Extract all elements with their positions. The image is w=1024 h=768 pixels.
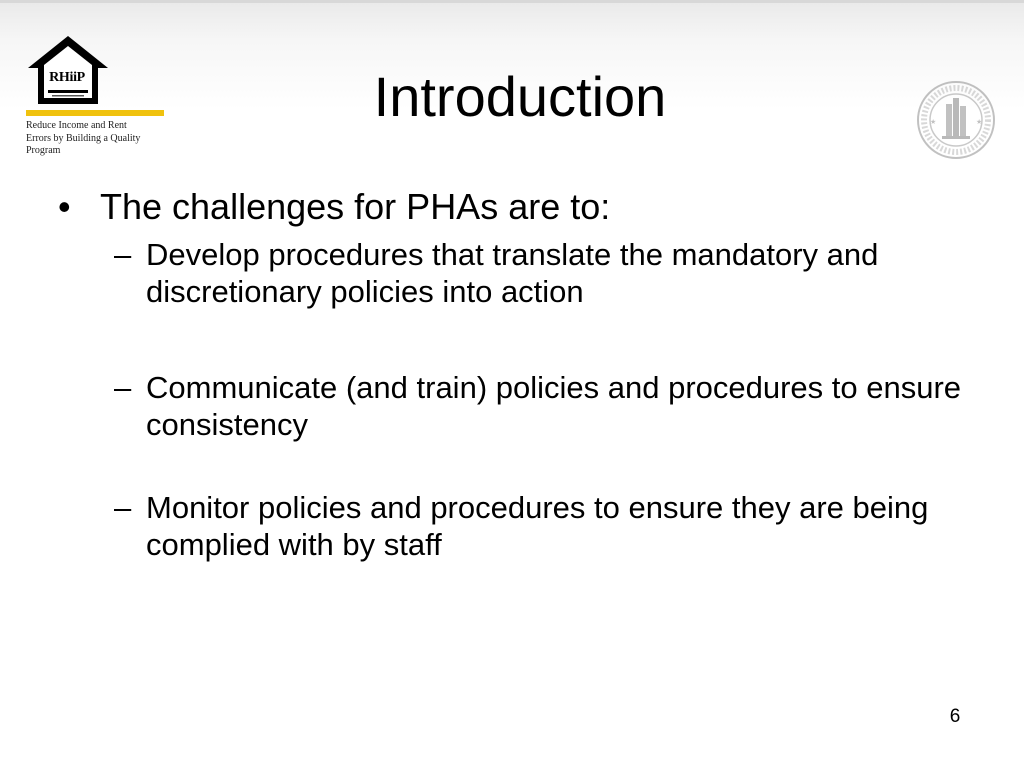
logo-caption-line: Errors by Building a Quality	[26, 132, 141, 144]
logo-caption-line: Program	[26, 145, 61, 156]
sub-bullet-text: Develop procedures that translate the mandatory and discretionary policies into action	[146, 237, 879, 309]
sub-bullet-dash: –	[114, 490, 132, 525]
slide-title: Introduction	[373, 65, 667, 128]
bullet-mark: •	[58, 186, 71, 227]
bullet-text: The challenges for PHAs are to:	[100, 186, 611, 227]
sub-bullet-text: Monitor policies and procedures to ensure they are being complied with by staff	[146, 490, 929, 562]
logo-caption-line: Reduce Income and Rent	[26, 120, 127, 131]
sub-bullet-monitor	[114, 489, 974, 563]
svg-text:★: ★	[976, 118, 983, 126]
page-number: 6	[949, 706, 961, 727]
sub-bullet-develop	[114, 236, 974, 310]
sub-bullet-communicate	[114, 369, 974, 443]
logo-house-label: RHiiP	[49, 70, 85, 85]
main-bullet	[58, 185, 610, 229]
top-border	[0, 0, 1024, 3]
svg-text:★: ★	[930, 118, 937, 126]
sub-bullet-dash: –	[114, 370, 132, 405]
sub-bullet-text: Communicate (and train) policies and procedures to ensure consistency	[146, 370, 962, 442]
sub-bullet-dash: –	[114, 237, 132, 272]
